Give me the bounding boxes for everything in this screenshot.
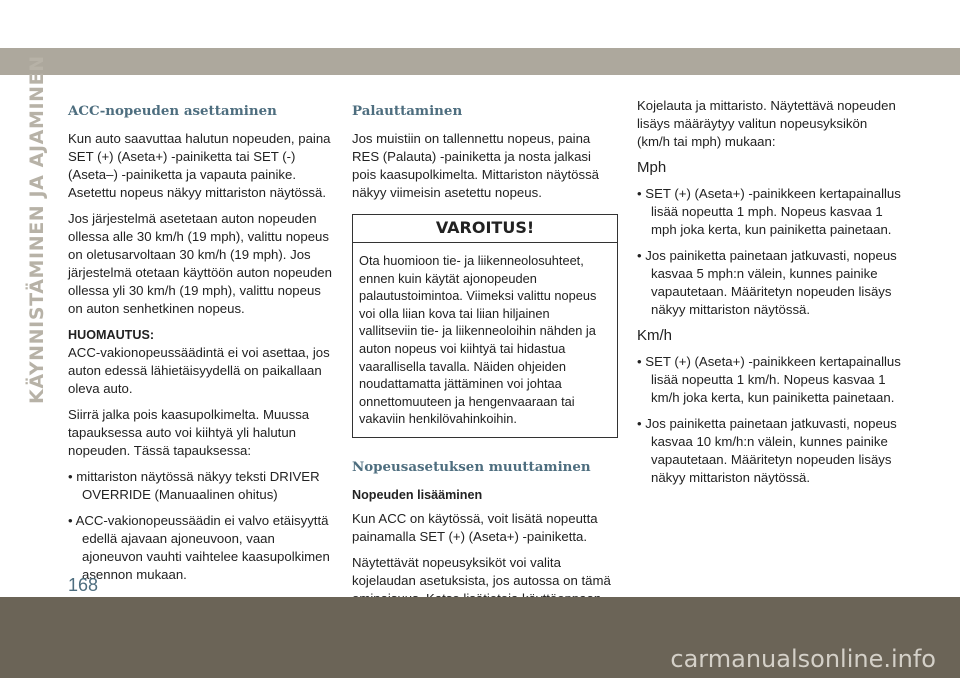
paragraph: Kojelauta ja mittaristo. Näytettävä nopeuden lisäys määräytyy valitun nopeusyksikön (km/h tai mph) mukaan: [637,98,896,149]
list-item: • SET (+) (Aseta+) -painikkeen kertapainallus lisää nopeutta 1 mph. Nopeus kasvaa 1 mph joka kerta, kun painiketta painetaan. [637,185,903,239]
watermark: carmanualsonline.info [670,645,936,673]
section-heading: Palauttaminen [352,103,463,119]
paragraph: Kun auto saavuttaa halutun nopeuden, paina SET (+) (Aseta+) -painiketta tai SET (-) (Aseta–) -painiketta ja vapauta painike. Asetettu nopeus näkyy mittariston näytössä. [68,131,331,200]
paragraph: Kun ACC on käytössä, voit lisätä nopeutta painamalla SET (+) (Aseta+) -painiketta. [352,510,598,544]
paragraph: Siirrä jalka pois kaasupolkimelta. Muussa tapauksessa auto voi kiihtyä yli halutun nopeuden. Tässä tapauksessa: [68,407,310,458]
warning-text: Ota huomioon tie- ja liikenneolosuhteet, ennen kuin käytät ajonopeuden palautustoimintoa. Viimeksi valittu nopeus voi olla liian kova tai liian hiljainen vallitseviin tie- ja liikenneoloihin nähden ja auton nopeus voi kiihtyä tai hidastua vaarallisella tavalla. Näiden ohjeiden noudattamatta jättäminen voi johtaa onnettomuuteen ja hengenvaaraan tai vakaviin henkilövahinkoihin. [359,253,597,427]
unit-heading-mph: Mph [637,159,667,176]
bullet-list [637,353,903,487]
list-item: • SET (+) (Aseta+) -painikkeen kertapainallus lisää nopeutta 1 km/h. Nopeus kasvaa 1 km/h joka kerta, kun painiketta painetaan. [637,353,903,407]
column-left [68,97,334,592]
warning-box [352,214,618,438]
section-heading: ACC-nopeuden asettaminen [68,103,277,119]
paragraph: Jos muistiin on tallennettu nopeus, paina RES (Palauta) -painiketta ja nosta jalkasi pois kaasupolkimelta. Mittariston näytössä näkyy viimeisin asetettu nopeus. [352,131,600,200]
bullet-list [68,468,334,584]
note-label: HUOMAUTUS: [68,328,155,342]
paragraph: Jos järjestelmä asetetaan auton nopeuden ollessa alle 30 km/h (19 mph), valittu nopeus on oletusarvoltaan 30 km/h (19 mph). Jos järjestelmä otetaan käyttöön auton nopeuden ollessa yli 30 km/h (19 mph), valittu nopeus on auton senhetkinen nopeus. [68,211,332,316]
list-item: • ACC-vakionopeussäädin ei valvo etäisyyttä edellä ajavaan ajoneuvoon, vaan ajoneuvon vauhti vaihtelee kaasupolkimen asennon mukaan. [68,512,334,584]
list-item: • mittariston näytössä näkyy teksti DRIVER OVERRIDE (Manuaalinen ohitus) [68,468,334,504]
column-right [637,97,903,495]
section-side-title: KÄYNNISTÄMINEN JA AJAMINEN [26,55,48,404]
paragraph: Näytettävät nopeusyksiköt voi valita kojelaudan asetuksista, jos autossa on tämä [352,554,611,588]
page-number: 168 [68,575,99,595]
list-item: • Jos painiketta painetaan jatkuvasti, nopeus kasvaa 10 km/h:n välein, kunnes painike vapautetaan. Määritetyn nopeuden lisäys näkyy mittariston näytössä. [637,415,903,487]
bullet-list [637,185,903,319]
subheading: Nopeuden lisääminen [352,487,483,502]
warning-title: VAROITUS! [353,215,617,243]
list-item: • Jos painiketta painetaan jatkuvasti, nopeus kasvaa 5 mph:n välein, kunnes painike vapautetaan. Määritetyn nopeuden lisäys näkyy mittariston näytössä. [637,247,903,319]
unit-heading-kmh: Km/h [637,327,673,344]
section-heading: Nopeusasetuksen muuttaminen [352,458,591,475]
column-middle [352,97,618,634]
note-text: ACC-vakionopeussäädintä ei voi asettaa, jos auton edessä lähietäisyydellä on paikallaan oleva auto. [68,345,330,396]
header-stripe [0,48,960,75]
